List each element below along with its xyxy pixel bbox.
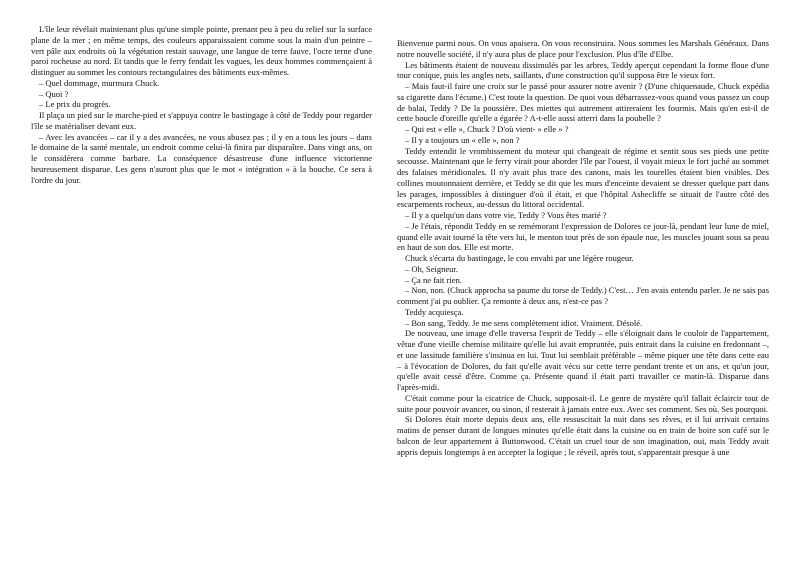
paragraph: – Il y a quelqu'un dans votre vie, Teddy ? Vous êtes marié ? <box>405 210 607 220</box>
paragraph: – Je l'étais, répondit Teddy en se remémorant l'expression de Dolores ce jour-là, pendant leur lune de miel, quand elle avait tourné la tête vers lui, le menton tout près de son épaule nue, les muscles jouant sous sa peau en haut de son dos. Elle est morte. <box>397 220 769 253</box>
paragraph: Les bâtiments étaient de nouveau dissimulés par les arbres, Teddy aperçut cependant la forme floue d'une tour conique, puis les angles nets, saillants, d'une construction qu'il supposa être le vieux fort. <box>397 59 769 81</box>
paragraph: Il plaça un pied sur le marche-pied et s'appuya contre le bastingage à côté de Teddy pour regarder l'île se matérialiser devant eux. <box>31 110 372 131</box>
paragraph: De nouveau, une image d'elle traversa l'esprit de Teddy – elle s'éloignait dans le couloir de l'appartement, vêtue d'une vieille chemise militaire qu'elle lui avait empruntée, puis entrait dans la cuisine en fredonnant –, et une lassitude familière s'insinua en lui. Tout lui semblait préférable – même piquer une tête dans cette eau – à l'évocation de Dolores, du fait qu'elle avait vécu sur cette terre pendant trente et un ans, et qu'un jour, qu'elle avait cessé d'être. Comme ça. Présente quand il était parti travailler ce matin-là. Disparue dans l'après-midi. <box>397 328 769 392</box>
paragraph: L'île leur révélait maintenant plus qu'une simple pointe, prenant peu à peu du relief sur la surface plane de la mer ; en même temps, des couleurs apparaissaient comme sous la main d'un peintre – vert pâle aux endroits où la végétation restait sauvage, une langue de terre fauve, l'ocre terne d'une paroi rocheuse au nord. Et tandis que le ferry fendait les vagues, les deux hommes commençaient à distinguer au sommet les contours rectangulaires des bâtiments eux-mêmes. <box>31 24 372 77</box>
paragraph: – Ça ne fait rien. <box>405 274 462 285</box>
paragraph: – Quoi ? <box>39 88 69 99</box>
paragraph: Si Dolores était morte depuis deux ans, elle ressuscitait la nuit dans ses rêves, et il lui arrivait certains matins de penser durant de longues minutes qu'elle était dans la cuisine ou en train de boire son café sur le balcon de leur appartement à Buttonwood. C'était un cruel tour de son imagination, oui, mais Teddy avait appris depuis longtemps à en accepter la logique ; le réveil, après tout, s'apparentait presque à une <box>397 414 769 457</box>
paragraph: – Bon sang, Teddy. Je me sens complètement idiot. Vraiment. Désolé. <box>405 317 643 328</box>
right-page-text <box>397 38 769 457</box>
paragraph: – Qui est « elle », Chuck ? D'où vient- » elle » ? <box>405 124 569 134</box>
paragraph: – Non, non. (Chuck approcha sa paume du torse de Teddy.) C'est… J'en avais entendu parler. Je ne sais pas comment j'ai pu oublier. Ça remonte à deux ans, n'est-ce pas ? <box>397 285 769 306</box>
paragraph: – Quel dommage, murmura Chuck. <box>39 77 160 88</box>
left-page-text <box>31 24 372 185</box>
paragraph: – Avec les avancées – car il y a des avancées, ne vous abusez pas ; il y en a tous les jours – dans le domaine de la santé mentale, un endroit comme celui-là finira par disparaître. Dans vingt ans, on le considérera comme barbare. La conséquence désastreuse d'une influence victorienne heureusement disparue. Les gens n'auront plus que le mot « intégration » à la bouche. Ce sera à l'ordre du jour. <box>31 131 372 185</box>
paragraph: Teddy acquiesça. <box>405 306 464 317</box>
paragraph: – Le prix du progrès. <box>39 99 111 110</box>
paragraph-continued: Bienvenue parmi nous. On vous apaisera. On vous reconstruira. Nous sommes les Marshals Généraux. Dans notre nouvelle société, il n'y aura plus de place pour l'exclusion. Plus d'île d'Elbe. <box>397 38 769 59</box>
paragraph: – Il y a toujours un « elle », non ? <box>405 134 520 145</box>
paragraph: Chuck s'écarta du bastingage, le cou envahi par une légère rougeur. <box>405 253 634 263</box>
paragraph: – Oh, Seigneur. <box>405 263 458 274</box>
paragraph: – Mais faut-il faire une croix sur le passé pour assurer notre avenir ? (D'une chiquenaude, Chuck expédia sa cigarette dans l'écume.) C'est toute la question. De quoi vous débarrassez-vous quand vous passez un coup de balai, Teddy ? De la poussière. Des miettes qui autrement attireraient les fourmis. Mais qu'en est-il de cette boucle d'oreille qu'elle a égarée ? A-t-elle aussi atterri dans la poubelle ? <box>397 81 769 124</box>
paragraph: Teddy entendit le vrombissement du moteur qui changeait de régime et sentit sous ses pieds une petite secousse. Maintenant que le ferry virait pour aborder l'île par l'ouest, il voyait mieux le fort juché au sommet des falaises méridionales. Il n'y avait plus trace des canons, mais les tourelles étaient bien visibles. Des collines moutonnaient derrière, et Teddy se dit que les murs d'enceinte devaient se dresser quelque part dans les parages, impossibles à distinguer d'où il était, et que l'hôpital Ashecliffe se situait de l'autre côté des escarpements rocheux, au-dessus du littoral occidental. <box>397 145 769 210</box>
paragraph: C'était comme pour la cicatrice de Chuck, supposait-il. Le genre de mystère qu'il fallait éclaircir tout de suite pour pouvoir avancer, ou sinon, il resterait à jamais entre eux. Avec ses comment. Ses où. Ses pourquoi. <box>397 392 769 414</box>
